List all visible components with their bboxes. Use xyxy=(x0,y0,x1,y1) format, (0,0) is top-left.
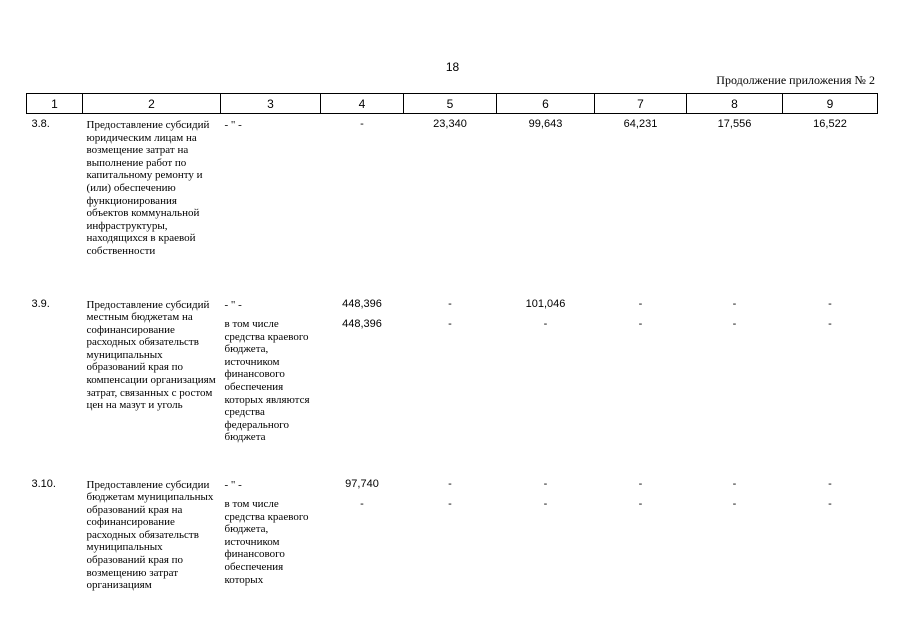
value: - xyxy=(543,477,548,490)
value: 97,740 xyxy=(345,477,379,490)
value-col-8 xyxy=(687,114,783,294)
header-col-6: 6 xyxy=(497,94,595,114)
value: 17,556 xyxy=(717,118,752,130)
value-col-6 xyxy=(497,294,595,474)
value: - xyxy=(828,297,832,310)
row-description: Предоставление субсидий местным бюджетам на софинансирование расходных обязательств муниципальных образований края по компенсации организациям затрат, связанных с ростом цен на мазут и уголь xyxy=(86,298,216,412)
value-col-8 xyxy=(687,474,783,596)
continuation-label: Продолжение приложения № 2 xyxy=(716,73,875,87)
value: - xyxy=(732,297,737,310)
value: 23,340 xyxy=(433,118,467,130)
table-row xyxy=(27,294,878,474)
value-col-5 xyxy=(404,294,497,474)
value: - xyxy=(732,477,737,490)
header-col-1: 1 xyxy=(27,94,83,114)
value-col-8 xyxy=(687,294,783,474)
value-col-4 xyxy=(321,294,404,474)
row-number: 3.10. xyxy=(31,477,56,490)
value-col-6 xyxy=(497,114,595,294)
table-row xyxy=(27,114,878,294)
sub-value: - xyxy=(543,317,548,330)
row-number: 3.8. xyxy=(31,118,50,130)
value: - xyxy=(638,297,643,310)
header-col-3: 3 xyxy=(221,94,321,114)
sub-value: - xyxy=(732,317,737,330)
sub-value: - xyxy=(543,497,548,510)
value-col-6 xyxy=(497,474,595,596)
value: - xyxy=(828,477,832,490)
sub-source-label: в том числе средства краевого бюджета, источником финансового обеспечения которых являются средства федерального бюджета xyxy=(224,318,310,444)
value: - xyxy=(448,297,452,310)
value-col-4 xyxy=(321,474,404,596)
value: 101,046 xyxy=(525,297,566,310)
row-number: 3.9. xyxy=(31,297,50,310)
value: 448,396 xyxy=(342,297,382,310)
sub-value: - xyxy=(448,497,452,510)
value-col-9 xyxy=(783,294,878,474)
sub-value: - xyxy=(732,497,737,510)
header-col-4: 4 xyxy=(321,94,404,114)
page-number: 18 xyxy=(445,60,460,74)
sub-value: - xyxy=(638,497,643,510)
value: 99,643 xyxy=(528,118,563,130)
source-label: - " - xyxy=(224,298,242,311)
value-col-7 xyxy=(595,294,687,474)
header-col-8: 8 xyxy=(687,94,783,114)
sub-value: 448,396 xyxy=(342,317,382,330)
row-source xyxy=(221,294,321,474)
sub-value: - xyxy=(638,317,643,330)
header-row xyxy=(27,94,878,114)
source-label: - " - xyxy=(224,478,242,491)
table-row xyxy=(27,474,878,596)
row-description: Предоставление субсидий юридическим лицам на возмещение затрат на выполнение работ по капитальному ремонту и (или) обеспечению функционирования объектов коммунальной инфраструктуры, находящихся в краевой собственности xyxy=(86,119,210,257)
value-col-9 xyxy=(783,114,878,294)
appendix-table xyxy=(26,93,878,596)
value-col-4 xyxy=(321,114,404,294)
header-col-2: 2 xyxy=(83,94,221,114)
row-source xyxy=(221,474,321,596)
sub-value: - xyxy=(360,497,364,510)
value: - xyxy=(638,477,643,490)
sub-source-label: в том числе средства краевого бюджета, источником финансового обеспечения которых xyxy=(224,498,309,586)
header-col-9: 9 xyxy=(783,94,878,114)
value-col-5 xyxy=(404,114,497,294)
source-label: - " - xyxy=(224,119,242,131)
value-col-7 xyxy=(595,474,687,596)
value: 64,231 xyxy=(623,118,658,130)
header-col-7: 7 xyxy=(595,94,687,114)
row-source xyxy=(221,114,321,294)
header-col-5: 5 xyxy=(404,94,497,114)
value: 16,522 xyxy=(813,118,847,130)
row-description: Предоставление субсидии бюджетам муниципальных образований края на софинансирование расходных обязательств муниципальных образований края по возмещению затрат организациям xyxy=(86,478,214,592)
sub-value: - xyxy=(828,497,832,510)
value-col-7 xyxy=(595,114,687,294)
value-col-5 xyxy=(404,474,497,596)
sub-value: - xyxy=(828,317,832,330)
value-col-9 xyxy=(783,474,878,596)
value: - xyxy=(360,118,364,130)
sub-value: - xyxy=(448,317,452,330)
value: - xyxy=(448,477,452,490)
